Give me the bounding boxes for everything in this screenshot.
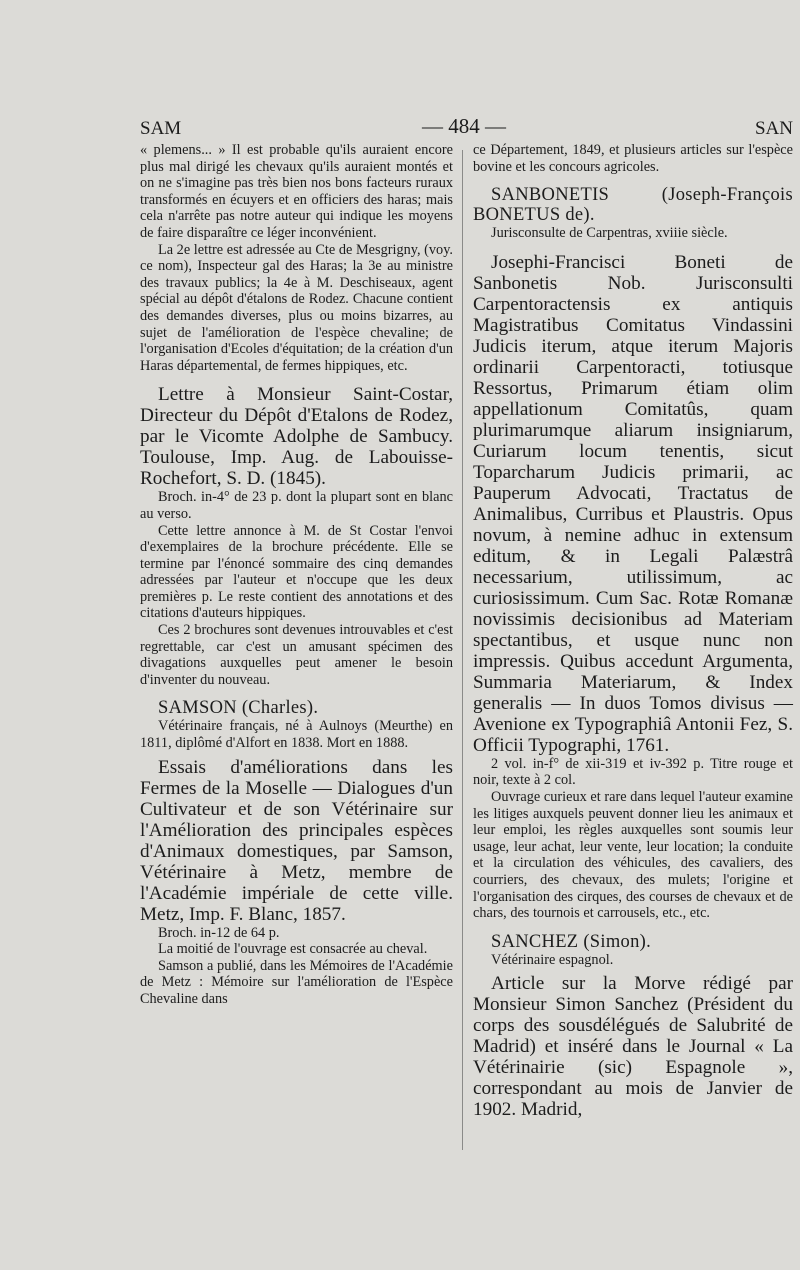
paragraph: Vétérinaire espagnol. [491, 951, 614, 968]
left-column [140, 142, 453, 1008]
paragraph: Ces 2 brochures sont devenues introuvables et c'est regrettable, car c'est un amusant spécimen des divagations auxquelles peut amener le besoin d'inventer du nouveau. [140, 622, 453, 688]
header-right-keyword: SAN [754, 118, 793, 139]
paragraph: ce Département, 1849, et plusieurs articles sur l'espèce bovine et les concours agricoles. [473, 142, 793, 175]
entry-heading: SANBONETIS (Joseph-François BONETUS de). [473, 185, 793, 226]
entry-heading: SAMSON (Charles). [158, 698, 319, 719]
right-column [473, 142, 793, 1120]
column-divider [462, 150, 463, 1150]
paragraph: Ouvrage curieux et rare dans lequel l'auteur examine les litiges auxquels peuvent donner lieu les animaux et leur emploi, les règles auxquelles sont soumis leur usage, leur achat, leur vente, leur location; la conduite et la circulation des véhicules, des cavaliers, des courriers, des chevaux, des mulets; l'origine et l'organisation des cirques, des courses de chevaux et de chars, des tournois et carrousels, etc., etc. [473, 788, 793, 922]
book-title: Lettre à Monsieur Saint-Costar, Directeur du Dépôt d'Etalons de Rodez, par le Vicomte Adolphe de Sambucy. Toulouse, Imp. Aug. de Labouisse-Rochefort, S. D. (1845). [140, 384, 453, 490]
running-header [140, 112, 795, 142]
entry-heading: SANCHEZ (Simon). [491, 931, 651, 952]
paragraph: Broch. in-4° de 23 p. dont la plupart sont en blanc au verso. [140, 489, 453, 522]
paragraph: La 2e lettre est adressée au Cte de Mesgrigny, (voy. ce nom), Inspecteur gal des Haras; la 3e au ministre des travaux publics; la 4e à M. Deschiseaux, agent spécial au dépôt d'étalons de Rodez. Chacune contient des demandes diverses, plus ou moins bizarres, au sujet de l'amélioration de l'espèce chevaline; de l'organisation d'Ecoles d'équitation; de la création d'un Haras départemental, de fermes hippiques, etc. [140, 241, 453, 374]
header-left-keyword: SAM [140, 118, 182, 139]
paragraph: Samson a publié, dans les Mémoires de l'Académie de Metz : Mémoire sur l'amélioration de l'Espèce Chevaline dans [140, 957, 453, 1007]
book-title: Essais d'améliorations dans les Fermes de la Moselle — Dialogues d'un Cultivateur et de son Vétérinaire sur l'Amélioration des principales espèces d'Animaux domestiques, par Samson, Vétérinaire à Metz, membre de l'Académie impériale de cette ville. Metz, Imp. F. Blanc, 1857. [140, 756, 453, 925]
paragraph: Cette lettre annonce à M. de St Costar l'envoi d'exemplaires de la brochure précédente. Elle se termine par l'énoncé sommaire des cinq demandes adressées par l'auteur et n'occupe que les deux premières p. Le reste contient des annotations et des citations d'auteurs hippiques. [140, 522, 453, 622]
paragraph: « plemens... » Il est probable qu'ils auraient encore plus mal dirigé les chevaux qu'ils auraient montés et on ne s'imagine pas très bien nos bons facteurs ruraux transformés en écuyers et en officiers des haras; mais cela n'arrête pas notre auteur qui indique les moyens de faire disparaître ce léger inconvénient. [140, 142, 453, 241]
book-title: Article sur la Morve rédigé par Monsieur Simon Sanchez (Président du corps des sousdélégués de Salubrité de Madrid) et inséré dans le Journal « La Vétérinairie (sic) Espagnole », correspondant au mois de Janvier de 1902. Madrid, [473, 973, 793, 1121]
paragraph: Jurisconsulte de Carpentras, xviiie siècle. [491, 225, 728, 242]
paragraph: Broch. in-12 de 64 p. [158, 924, 280, 941]
page-number: — 484 — [422, 114, 506, 138]
paragraph: Vétérinaire français, né à Aulnoys (Meurthe) en 1811, diplômé d'Alfort en 1838. Mort en 1888. [140, 718, 453, 752]
paragraph: La moitié de l'ouvrage est consacrée au cheval. [158, 941, 428, 958]
paragraph: 2 vol. in-f° de xii-319 et iv-392 p. Titre rouge et noir, texte à 2 col. [473, 755, 793, 789]
book-title: Josephi-Francisci Boneti de Sanbonetis Nob. Jurisconsulti Carpentoractensis ex antiquis Magistratibus Comitatus Vindassini Judicis iterum, atque iterum Majoris ordinarii Carpentoracti, totiusque Ressortus, Primarum étiam olim appellationum Comitatûs, quam plurimarumque aliarum insigniarum, Curiarum locum tenentis, sicut Toparcharum Judicis primarii, ac Pauperum Advocati, Tractatus de Animalibus, Curribus et Plaustris. Opus novum, à nemine adhuc in extensum editum, & in Legali Palæstrâ necessarium, utilissimum, ac curiosissimum. Cum Sac. Rotæ Romanæ novissimis decisionibus ad Materiam spectantibus, et usque nunc non impressis. Quibus accedunt Argumenta, Summaria Materiarum, & Index generalis — In duos Tomos divisus — Avenione ex Typographiâ Antonii Fez, S. Officii Typographi, 1761. [473, 251, 793, 756]
